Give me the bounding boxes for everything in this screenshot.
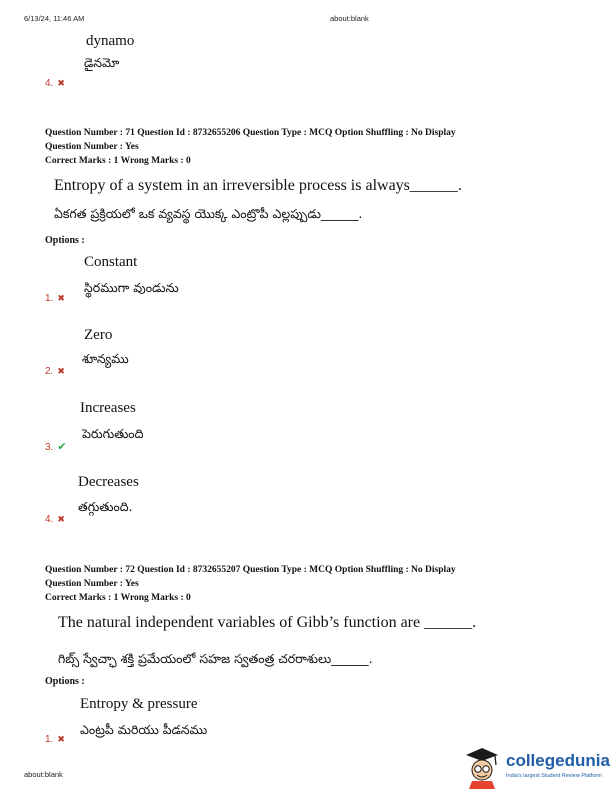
print-title: about:blank bbox=[330, 14, 369, 23]
wrong-mark-icon: ✖ bbox=[57, 78, 65, 88]
correct-check-icon: ✔ bbox=[57, 441, 67, 453]
collegedunia-logo bbox=[462, 745, 612, 791]
q71-text-en: Entropy of a system in an irreversible process is always______. bbox=[54, 177, 462, 194]
q71-option-4-en: Decreases bbox=[78, 474, 139, 490]
q72-options-label: Options : bbox=[45, 676, 85, 687]
q71-text-te: ఏకగత ప్రక్రియలో ఒక వ్యవస్థ యొక్క ఎంట్రొపీ ఎల్లప్పుడు______. bbox=[54, 206, 363, 221]
q71-option-4-number: 4. ✖ bbox=[45, 514, 65, 525]
q72-option-1-en: Entropy & pressure bbox=[80, 696, 198, 712]
q71-option-1-te: స్థిరముగా వుండును bbox=[84, 280, 179, 295]
q71-option-1-number: 1. ✖ bbox=[45, 293, 65, 304]
print-footer-url: about:blank bbox=[24, 770, 63, 779]
wrong-mark-icon: ✖ bbox=[57, 514, 65, 524]
q71-option-2-te: శూన్యము bbox=[82, 351, 129, 366]
prev-option-4-en: dynamo bbox=[86, 33, 135, 49]
wrong-mark-icon: ✖ bbox=[57, 366, 65, 376]
q72-meta: Question Number : 72 Question Id : 8732655207 Question Type : MCQ Option Shuffling : No Display Question Number : Yes Correct Marks : 1 Wrong Marks : 0 bbox=[45, 565, 456, 603]
q72-option-1-number: 1. ✖ bbox=[45, 734, 65, 745]
mascot-icon bbox=[462, 745, 502, 789]
wrong-mark-icon: ✖ bbox=[57, 734, 65, 744]
q71-option-1-en: Constant bbox=[84, 254, 138, 270]
wrong-mark-icon: ✖ bbox=[57, 293, 65, 303]
print-datetime: 6/13/24, 11:46 AM bbox=[24, 14, 85, 23]
logo-brand: collegedunia bbox=[506, 751, 610, 770]
prev-option-4-te: డైనమో bbox=[84, 55, 120, 70]
q71-option-4-te: తగ్గుతుంది. bbox=[78, 499, 133, 514]
q72-text-te: గిబ్స్ స్వేచ్ఛా శక్తి ప్రమేయంలో సహజ స్వతంత్ర చరరాశులు______. bbox=[58, 651, 373, 666]
q71-option-3-number: 3. ✔ bbox=[45, 441, 67, 453]
prev-option-4-number: 4. ✖ bbox=[45, 78, 65, 89]
q71-option-2-number: 2. ✖ bbox=[45, 366, 65, 377]
q71-meta: Question Number : 71 Question Id : 8732655206 Question Type : MCQ Option Shuffling : No Display Question Number : Yes Correct Marks : 1 Wrong Marks : 0 bbox=[45, 128, 456, 166]
q71-option-3-en: Increases bbox=[80, 400, 136, 416]
q72-text-en: The natural independent variables of Gibb’s function are ______. bbox=[58, 614, 477, 631]
q71-option-3-te: పెరుగుతుంది bbox=[82, 426, 144, 441]
q72-option-1-te: ఎంట్రపీ మరియు పీడనము bbox=[80, 722, 208, 737]
q71-options-label: Options : bbox=[45, 235, 85, 246]
q71-option-2-en: Zero bbox=[84, 327, 113, 343]
logo-tagline: India's largest Student Review Platform bbox=[506, 773, 602, 779]
